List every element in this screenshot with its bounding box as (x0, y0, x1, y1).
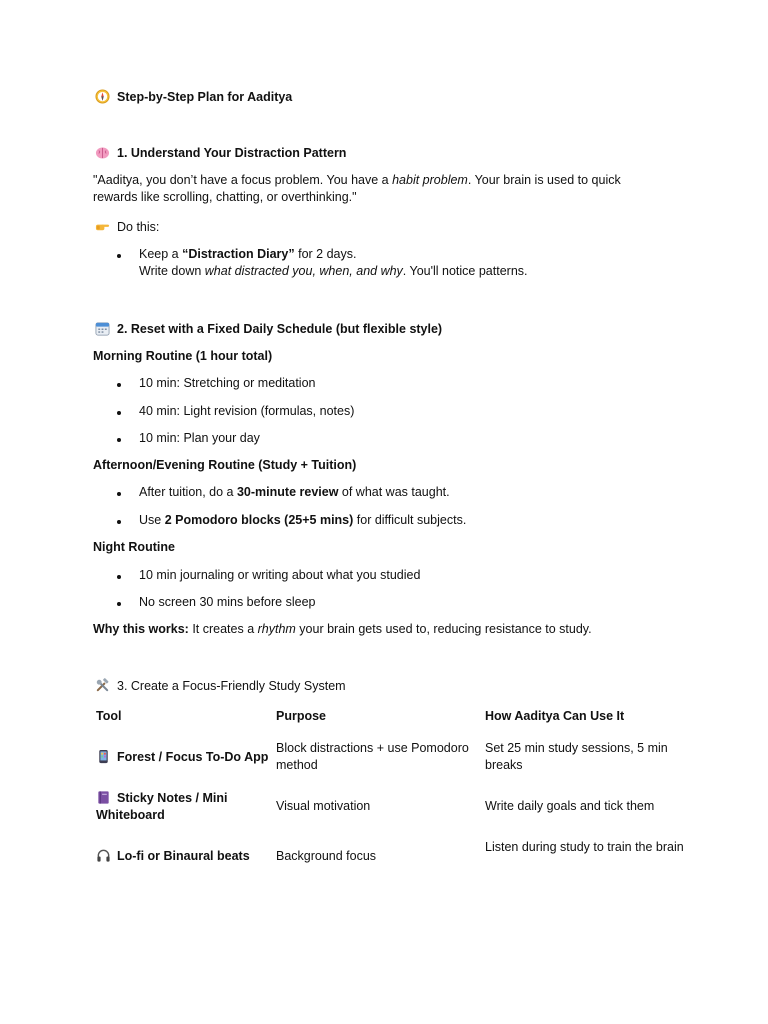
table-header-purpose: Purpose (276, 709, 327, 723)
calendar-icon (95, 321, 110, 336)
table-header-how-to-use: How Aaditya Can Use It (485, 709, 625, 723)
quote-line-1: "Aaditya, you don’t have a focus problem. You have a habit problem. Your brain is used to quick (93, 173, 621, 187)
compass-icon (95, 89, 110, 104)
bullet-dot (117, 492, 121, 496)
bullet-dot (117, 254, 121, 258)
morning-item: 10 min: Plan your day (139, 431, 260, 445)
table-row-tool: Lo-fi or Binaural beats (96, 848, 271, 865)
table-row-purpose: Background focus (276, 849, 377, 863)
section1-heading: 1. Understand Your Distraction Pattern (95, 145, 346, 160)
bullet-dot (117, 383, 121, 387)
tools-icon (95, 678, 110, 693)
morning-routine-heading: Morning Routine (1 hour total) (93, 349, 273, 363)
bullet-dot (117, 575, 121, 579)
night-item: 10 min journaling or writing about what you studied (139, 568, 421, 582)
afternoon-item: Use 2 Pomodoro blocks (25+5 mins) for difficult subjects. (139, 513, 467, 527)
list-item-diary: Keep a “Distraction Diary” for 2 days. (139, 247, 357, 261)
table-row-tool: Forest / Focus To-Do App (96, 749, 271, 766)
headphones-icon (96, 848, 111, 863)
why-this-works: Why this works: It creates a rhythm your brain gets used to, reducing resistance to study. (93, 622, 592, 636)
table-row-purpose: Visual motivation (276, 799, 371, 813)
night-item: No screen 30 mins before sleep (139, 595, 316, 609)
quote-line-2: rewards like scrolling, chatting, or overthinking." (93, 190, 357, 204)
section3-heading: 3. Create a Focus-Friendly Study System (95, 678, 346, 693)
section2-heading: 2. Reset with a Fixed Daily Schedule (but flexible style) (95, 321, 442, 336)
table-row-tool: Sticky Notes / Mini Whiteboard (96, 791, 228, 822)
brain-icon (95, 145, 110, 160)
pointing-hand-icon (95, 219, 110, 234)
table-row-use: Write daily goals and tick them (485, 799, 655, 813)
bullet-dot (117, 602, 121, 606)
notebook-icon (96, 790, 111, 805)
table-row-purpose: Block distractions + use Pomodoro method (276, 741, 469, 772)
phone-icon (96, 749, 111, 764)
bullet-dot (117, 411, 121, 415)
list-item-diary-detail: Write down what distracted you, when, and why. You'll notice patterns. (139, 264, 528, 278)
page-title: Step-by-Step Plan for Aaditya (95, 89, 292, 104)
afternoon-routine-heading: Afternoon/Evening Routine (Study + Tuition) (93, 458, 357, 472)
table-header-tool: Tool (96, 709, 122, 723)
bullet-dot (117, 520, 121, 524)
night-routine-heading: Night Routine (93, 540, 175, 554)
afternoon-item: After tuition, do a 30-minute review of what was taught. (139, 485, 450, 499)
morning-item: 10 min: Stretching or meditation (139, 376, 316, 390)
morning-item: 40 min: Light revision (formulas, notes) (139, 404, 355, 418)
table-row-use: Set 25 min study sessions, 5 min breaks (485, 741, 668, 772)
do-this-label: Do this: (95, 219, 159, 234)
table-row-use: Listen during study to train the brain (485, 840, 684, 854)
bullet-dot (117, 438, 121, 442)
